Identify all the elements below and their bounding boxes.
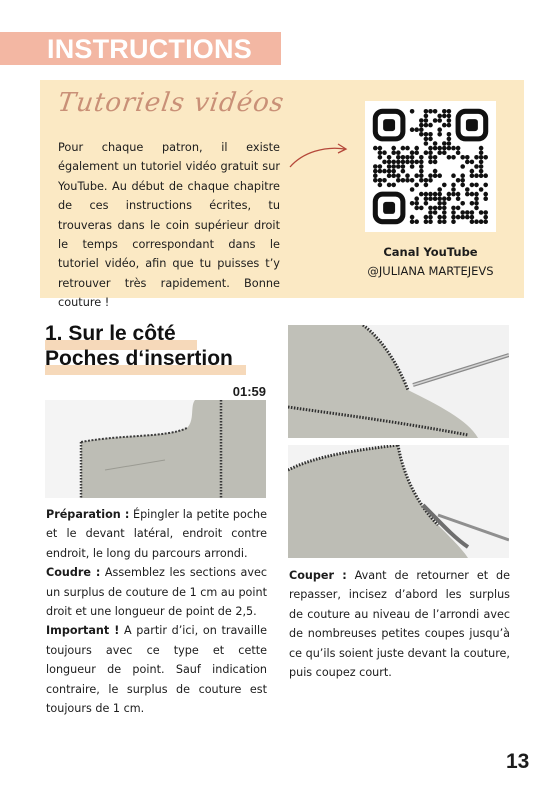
qr-module: [378, 169, 383, 174]
qr-module: [396, 160, 401, 165]
qr-module: [451, 187, 456, 192]
qr-module: [447, 109, 452, 114]
qr-module: [428, 132, 433, 137]
qr-module: [396, 178, 401, 183]
qr-module: [424, 201, 429, 206]
qr-module: [460, 178, 465, 183]
qr-module: [428, 150, 433, 155]
qr-module: [447, 137, 452, 142]
qr-module: [474, 219, 479, 224]
qr-module: [414, 206, 419, 211]
qr-module: [479, 210, 484, 215]
qr-module: [437, 187, 442, 192]
qr-module: [437, 127, 442, 132]
qr-module: [396, 150, 401, 155]
qr-module: [447, 155, 452, 160]
qr-module: [442, 201, 447, 206]
qr-module: [460, 155, 465, 160]
qr-module: [419, 155, 424, 160]
qr-module: [460, 173, 465, 178]
qr-module: [442, 210, 447, 215]
qr-module: [414, 196, 419, 201]
qr-module: [470, 210, 475, 215]
qr-module: [479, 187, 484, 192]
qr-module: [424, 196, 429, 201]
qr-module: [419, 127, 424, 132]
qr-module: [456, 206, 461, 211]
video-timestamp: 01:59: [232, 384, 266, 399]
section-title-line2: Poches d‘insertion: [45, 347, 233, 370]
qr-module: [456, 215, 461, 220]
qr-module: [428, 137, 433, 142]
qr-module: [479, 155, 484, 160]
photo-sewn-seam: [288, 325, 509, 438]
qr-module: [474, 196, 479, 201]
qr-module: [391, 173, 396, 178]
qr-module: [424, 118, 429, 123]
qr-module: [405, 178, 410, 183]
qr-module: [373, 164, 378, 169]
qr-module: [414, 173, 419, 178]
qr-module: [437, 173, 442, 178]
qr-module: [419, 178, 424, 183]
qr-module: [410, 150, 415, 155]
qr-module: [428, 210, 433, 215]
qr-module: [396, 155, 401, 160]
qr-module: [447, 118, 452, 123]
qr-module: [470, 183, 475, 188]
qr-module: [447, 192, 452, 197]
photo-pinned-pocket: [45, 400, 266, 498]
page-number: 13: [506, 750, 530, 773]
qr-module: [382, 150, 387, 155]
qr-module: [414, 127, 419, 132]
qr-module: [451, 173, 456, 178]
tutorial-intro-text: Pour chaque patron, il existe également un tutoriel vidéo gratuit sur YouTube. Au début de chaque chapitre de ces instructions écrites, tu trouveras dans le coin supérieur droit le temps correspondant dans le tutoriel vidéo, afin que tu puisses t’y retrouver très rapidement. Bonne couture !: [58, 141, 280, 310]
qr-module: [405, 160, 410, 165]
qr-module: [410, 164, 415, 169]
qr-module: [424, 141, 429, 146]
qr-module: [428, 215, 433, 220]
qr-module: [447, 123, 452, 128]
qr-module: [442, 219, 447, 224]
step-text: Épingler la petite poche et le devant latéral, endroit contre endroit, le long du parcours arrondi.: [46, 508, 267, 560]
photo-clipped-curve: [288, 445, 509, 558]
qr-module: [456, 150, 461, 155]
qr-module: [428, 173, 433, 178]
qr-module: [424, 132, 429, 137]
qr-module: [447, 114, 452, 119]
qr-module: [419, 173, 424, 178]
qr-module: [483, 183, 488, 188]
qr-module: [433, 155, 438, 160]
qr-module: [391, 160, 396, 165]
qr-module: [460, 215, 465, 220]
qr-module: [474, 164, 479, 169]
qr-module: [382, 178, 387, 183]
qr-module: [447, 141, 452, 146]
qr-module: [465, 192, 470, 197]
qr-module: [414, 160, 419, 165]
qr-module: [437, 114, 442, 119]
qr-module: [479, 146, 484, 151]
qr-module: [428, 160, 433, 165]
qr-module: [433, 160, 438, 165]
qr-module: [396, 173, 401, 178]
qr-module: [479, 219, 484, 224]
youtube-channel-label: Canal YouTube: [383, 245, 478, 259]
qr-module: [424, 219, 429, 224]
qr-module: [387, 183, 392, 188]
qr-module: [387, 160, 392, 165]
step-label: Préparation :: [46, 508, 130, 521]
qr-module: [479, 169, 484, 174]
qr-module: [410, 201, 415, 206]
qr-module: [433, 206, 438, 211]
qr-module: [378, 155, 383, 160]
qr-module: [447, 146, 452, 151]
qr-module: [428, 123, 433, 128]
qr-module: [382, 169, 387, 174]
qr-module: [382, 160, 387, 165]
qr-module: [433, 118, 438, 123]
qr-module: [470, 219, 475, 224]
qr-module: [405, 146, 410, 151]
qr-module: [410, 178, 415, 183]
qr-module: [437, 150, 442, 155]
qr-module: [451, 155, 456, 160]
qr-module: [474, 183, 479, 188]
qr-module: [456, 146, 461, 151]
qr-module: [460, 183, 465, 188]
qr-module: [419, 132, 424, 137]
qr-module: [401, 169, 406, 174]
qr-module: [442, 150, 447, 155]
qr-module: [419, 160, 424, 165]
qr-module: [419, 118, 424, 123]
qr-module: [378, 178, 383, 183]
qr-module: [460, 164, 465, 169]
qr-module: [442, 114, 447, 119]
qr-module: [419, 206, 424, 211]
qr-module: [433, 109, 438, 114]
qr-module: [401, 146, 406, 151]
curved-arrow-icon: [287, 140, 353, 170]
qr-module: [410, 160, 415, 165]
qr-module: [479, 164, 484, 169]
qr-module: [437, 206, 442, 211]
qr-module: [410, 219, 415, 224]
qr-module: [410, 127, 415, 132]
qr-module: [460, 201, 465, 206]
qr-module: [470, 173, 475, 178]
qr-module: [483, 219, 488, 224]
qr-module: [424, 137, 429, 142]
qr-module: [479, 160, 484, 165]
qr-module: [414, 150, 419, 155]
step-text: Assemblez les sections avec un surplus de couture de 1 cm au point droit et une longueur de point de 2,5.: [46, 566, 267, 619]
qr-module: [442, 196, 447, 201]
qr-module: [433, 192, 438, 197]
qr-module: [483, 210, 488, 215]
qr-module: [401, 164, 406, 169]
youtube-channel-handle[interactable]: @JULIANA MARTEJEVS: [367, 264, 494, 278]
qr-module: [424, 123, 429, 128]
qr-module: [433, 196, 438, 201]
qr-module: [442, 215, 447, 220]
qr-module: [465, 210, 470, 215]
qr-module: [428, 178, 433, 183]
qr-module: [442, 183, 447, 188]
qr-finder-inner: [383, 202, 395, 214]
qr-module: [437, 146, 442, 151]
qr-module: [483, 155, 488, 160]
qr-module: [419, 169, 424, 174]
qr-module: [474, 155, 479, 160]
qr-finder-inner: [383, 119, 395, 131]
qr-module: [433, 173, 438, 178]
qr-module: [451, 206, 456, 211]
qr-module: [424, 178, 429, 183]
qr-finder-inner: [466, 119, 478, 131]
qr-module: [414, 201, 419, 206]
qr-module: [424, 114, 429, 119]
step-text: A partir d’ici, on travaille toujours avec ce type et cette longueur de point. Sauf indication contraire, le surplus de couture est toujours de 1 cm.: [46, 624, 267, 716]
qr-module: [460, 210, 465, 215]
qr-module: [428, 192, 433, 197]
qr-module: [433, 210, 438, 215]
qr-module: [378, 150, 383, 155]
qr-module: [428, 155, 433, 160]
qr-module: [442, 206, 447, 211]
qr-module: [442, 141, 447, 146]
qr-module: [451, 219, 456, 224]
qr-module: [474, 206, 479, 211]
qr-module: [410, 109, 415, 114]
qr-module: [373, 169, 378, 174]
qr-module: [428, 146, 433, 151]
qr-module: [391, 164, 396, 169]
right-instructions: [289, 566, 510, 682]
page-title: INSTRUCTIONS: [47, 34, 252, 64]
qr-module: [437, 118, 442, 123]
qr-module: [419, 192, 424, 197]
left-instructions: [46, 505, 267, 718]
qr-module: [483, 173, 488, 178]
qr-module: [378, 164, 383, 169]
qr-module: [474, 201, 479, 206]
qr-module: [424, 192, 429, 197]
tutorial-script-title: Tutoriels vidéos: [55, 88, 287, 118]
qr-module: [470, 215, 475, 220]
qr-module: [414, 219, 419, 224]
qr-module: [373, 178, 378, 183]
qr-module: [447, 132, 452, 137]
qr-module: [414, 146, 419, 151]
qr-module: [437, 196, 442, 201]
qr-module: [451, 192, 456, 197]
qr-module: [483, 196, 488, 201]
qr-module: [474, 192, 479, 197]
qr-module: [437, 215, 442, 220]
qr-module: [451, 210, 456, 215]
qr-module: [437, 201, 442, 206]
step-label: Coudre :: [46, 566, 101, 580]
qr-module: [405, 155, 410, 160]
qr-module: [483, 192, 488, 197]
qr-module: [405, 173, 410, 178]
qr-module: [414, 183, 419, 188]
qr-module: [470, 201, 475, 206]
qr-module: [396, 164, 401, 169]
qr-module: [456, 192, 461, 197]
qr-module: [387, 169, 392, 174]
qr-module: [378, 183, 383, 188]
qr-module: [387, 155, 392, 160]
qr-module: [410, 155, 415, 160]
qr-module: [465, 215, 470, 220]
qr-module: [410, 215, 415, 220]
qr-module: [470, 192, 475, 197]
qr-module: [424, 150, 429, 155]
qr-module: [465, 187, 470, 192]
qr-module: [437, 219, 442, 224]
qr-module: [391, 183, 396, 188]
qr-module: [483, 215, 488, 220]
qr-module: [465, 160, 470, 165]
qr-module: [387, 164, 392, 169]
qr-module: [470, 169, 475, 174]
section-title-line1: 1. Sur le côté: [45, 322, 176, 345]
qr-module: [456, 196, 461, 201]
qr-module: [391, 150, 396, 155]
qr-module: [373, 173, 378, 178]
qr-module: [391, 169, 396, 174]
qr-module: [479, 173, 484, 178]
qr-module: [433, 169, 438, 174]
qr-module: [451, 183, 456, 188]
qr-module: [378, 146, 383, 151]
qr-module: [456, 178, 461, 183]
qr-module: [424, 183, 429, 188]
qr-module: [442, 109, 447, 114]
qr-module: [470, 160, 475, 165]
qr-code[interactable]: [365, 101, 496, 232]
qr-module: [410, 187, 415, 192]
qr-module: [428, 206, 433, 211]
qr-module: [437, 132, 442, 137]
qr-module: [451, 215, 456, 220]
qr-module: [428, 196, 433, 201]
qr-module: [401, 178, 406, 183]
qr-module: [391, 146, 396, 151]
qr-module: [424, 109, 429, 114]
qr-module: [373, 146, 378, 151]
qr-module: [474, 173, 479, 178]
qr-module: [451, 146, 456, 151]
qr-module: [479, 150, 484, 155]
step-label: Important !: [46, 624, 120, 638]
qr-module: [442, 123, 447, 128]
qr-module: [401, 155, 406, 160]
qr-module: [442, 146, 447, 151]
qr-module: [428, 219, 433, 224]
qr-module: [419, 164, 424, 169]
qr-module: [401, 160, 406, 165]
step-label: Couper :: [289, 569, 347, 582]
qr-module: [447, 196, 452, 201]
qr-module: [424, 215, 429, 220]
qr-module: [428, 109, 433, 114]
qr-module: [387, 173, 392, 178]
step-text: Avant de retourner et de repasser, incisez d’abord les surplus de couture au niveau de l’arrondi avec de nombreuses petites coupes jusqu’à ce qu’ils soient juste devant la couture, puis coupez court.: [289, 569, 510, 680]
qr-module: [433, 141, 438, 146]
qr-module: [465, 155, 470, 160]
qr-module: [433, 146, 438, 151]
qr-module: [437, 192, 442, 197]
qr-module: [419, 123, 424, 128]
